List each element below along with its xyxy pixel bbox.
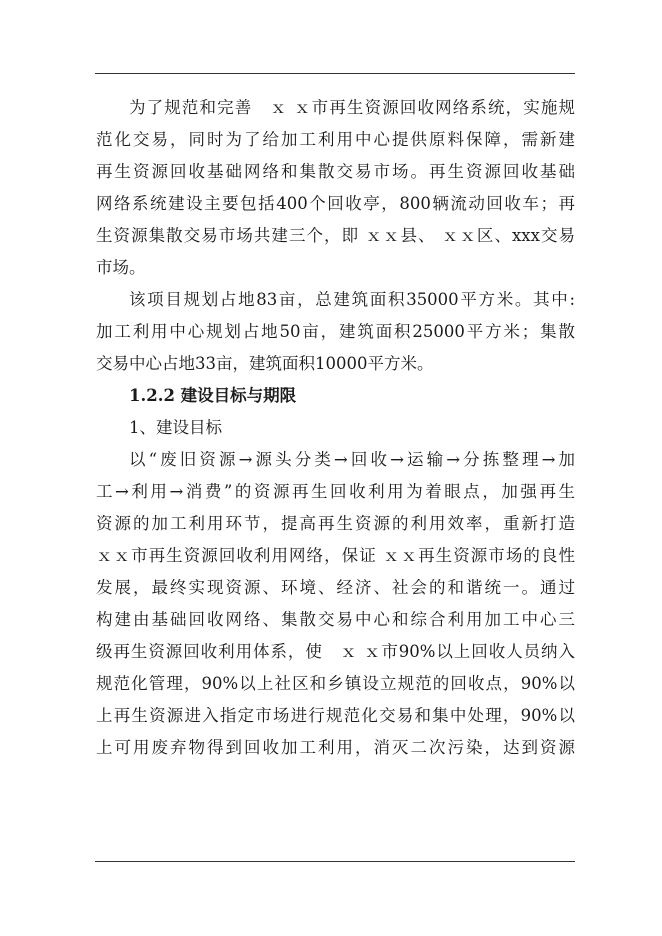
paragraph-land-area [96, 284, 575, 380]
text-line: 生资源集散交易市场共建三个，即 ｘｘ县、 ｘｘ区、xxx交易 [96, 226, 575, 245]
footer-rule [95, 861, 575, 862]
text-line: 规范化管理，90%以上社区和乡镇设立规范的回收点，90%以 [96, 674, 575, 693]
text-line: ｘｘ市再生资源回收利用网络，保证 ｘｘ再生资源市场的良性 [96, 546, 575, 565]
text-line: 为了规范和完善 ｘ ｘ市再生资源回收网络系统，实施规 [129, 98, 575, 117]
text-line: 上可用废弃物得到回收加工利用，消灭二次污染，达到资源 [96, 738, 575, 757]
text-line: 网络系统建设主要包括400个回收亭，800辆流动回收车；再 [96, 194, 575, 213]
paragraph-network-plan [96, 92, 575, 284]
text-line: 范化交易，同时为了给加工利用中心提供原料保障，需新建 [96, 130, 575, 149]
text-line: 级再生资源回收利用体系，使 ｘ ｘ市90%以上回收人员纳入 [96, 642, 575, 661]
text-line: 资源的加工利用环节，提高再生资源的利用效率，重新打造 [96, 514, 575, 533]
text-line: 以“废旧资源→源头分类→回收→运输→分拣整理→加 [129, 450, 575, 469]
header-rule [95, 73, 575, 74]
document-body [96, 92, 575, 764]
section-heading: 1.2.2 建设目标与期限 [129, 386, 297, 405]
text-line: 该项目规划占地83亩，总建筑面积35000平方米。其中: [129, 290, 575, 309]
text-line: 交易中心占地33亩，建筑面积10000平方米。 [96, 354, 434, 373]
paragraph-construction-goals [96, 444, 575, 764]
text-line: 上再生资源进入指定市场进行规范化交易和集中处理，90%以 [96, 706, 575, 725]
text-line: 再生资源回收基础网络和集散交易市场。再生资源回收基础 [96, 162, 575, 181]
text-line: 构建由基础回收网络、集散交易中心和综合利用加工中心三 [96, 610, 575, 629]
subsection-heading: 1、建设目标 [129, 418, 222, 437]
text-line: 加工利用中心规划占地50亩，建筑面积25000平方米；集散 [96, 322, 575, 341]
text-line: 发展，最终实现资源、环境、经济、社会的和谐统一。通过 [96, 578, 575, 597]
text-line: 工→利用→消费”的资源再生回收利用为着眼点，加强再生 [96, 482, 575, 501]
text-line: 市场。 [96, 258, 146, 277]
